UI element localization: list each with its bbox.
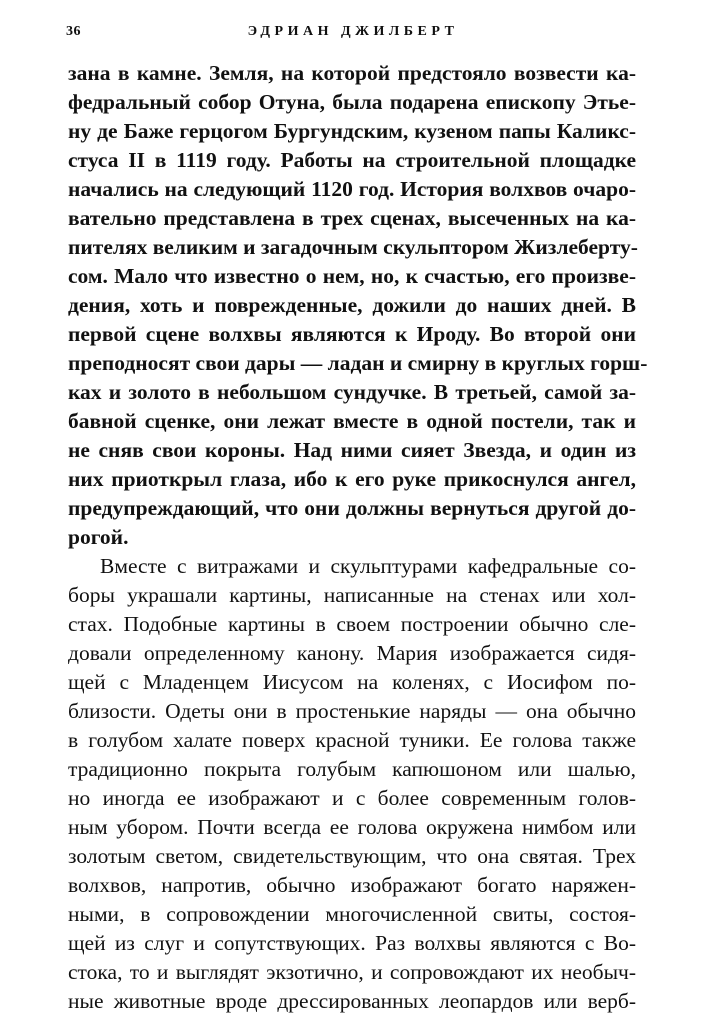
text-line: золотым светом, свидетельствующим, что она святая. Трех: [68, 844, 636, 868]
text-line: волхвов, напротив, обычно изображают богато наряжен-: [68, 873, 636, 897]
text-line: но иногда ее изображают и с более современным голов-: [68, 786, 636, 810]
page-header: [66, 24, 640, 46]
text-line: боры украшали картины, написанные на стенах или хол-: [68, 583, 636, 607]
text-line: стуса II в 1119 году. Работы на строительной площадке: [68, 148, 636, 172]
text-line: первой сцене волхвы являются к Ироду. Во второй они: [68, 322, 636, 346]
text-line: них приоткрыл глаза, ибо к его руке прикоснулся ангел,: [68, 467, 636, 491]
text-line: ные животные вроде дрессированных леопардов или верб-: [68, 989, 636, 1013]
text-line: ну де Баже герцогом Бургундским, кузеном папы Каликс-: [68, 119, 636, 143]
text-line: зана в камне. Земля, на которой предстояло возвести ка-: [68, 61, 636, 85]
text-line: щей с Младенцем Иисусом на коленях, с Иосифом по-: [68, 670, 636, 694]
text-line: стока, то и выглядят экзотично, и сопровождают их необыч-: [68, 960, 636, 984]
body-text: [68, 59, 648, 1016]
text-line: рогой.: [68, 525, 129, 549]
text-line: ках и золото в небольшом сундучке. В третьей, самой за-: [68, 380, 636, 404]
text-line: начались на следующий 1120 год. История волхвов очаро-: [68, 177, 636, 201]
text-line: не сняв свои короны. Над ними сияет Звезда, и один из: [68, 438, 636, 462]
text-line: ным убором. Почти всегда ее голова окружена нимбом или: [68, 815, 636, 839]
text-line: в голубом халате поверх красной туники. Ее голова также: [68, 728, 636, 752]
text-line: Вместе с витражами и скульптурами кафедральные со-: [100, 554, 636, 578]
text-line: традиционно покрыта голубым капюшоном или шалью,: [68, 757, 636, 781]
paragraph-2: [68, 552, 636, 1016]
text-line: вательно представлена в трех сценах, высеченных на ка-: [68, 206, 636, 230]
text-line: щей из слуг и сопутствующих. Раз волхвы являются с Во-: [68, 931, 636, 955]
paragraph-1: [68, 59, 648, 552]
text-line: преподносят свои дары — ладан и смирну в круглых горш-: [68, 351, 648, 375]
text-line: пителях великим и загадочным скульптором Жизлеберту-: [68, 235, 638, 259]
text-line: довали определенному канону. Мария изображается сидя-: [68, 641, 636, 665]
text-line: стах. Подобные картины в своем построении обычно сле-: [68, 612, 636, 636]
text-line: близости. Одеты они в простенькие наряды — она обычно: [68, 699, 636, 723]
text-line: сом. Мало что известно о нем, но, к счастью, его произве-: [68, 264, 636, 288]
text-line: дения, хоть и поврежденные, дожили до наших дней. В: [68, 293, 636, 317]
running-title: ЭДРИАН ДЖИЛБЕРТ: [247, 24, 459, 39]
text-line: бавной сценке, они лежат вместе в одной постели, так и: [68, 409, 636, 433]
text-line: ными, в сопровождении многочисленной свиты, состоя-: [68, 902, 636, 926]
page-number: 36: [66, 24, 81, 39]
text-line: предупреждающий, что они должны вернуться другой до-: [68, 496, 636, 520]
text-line: федральный собор Отуна, была подарена епископу Этье-: [68, 90, 636, 114]
